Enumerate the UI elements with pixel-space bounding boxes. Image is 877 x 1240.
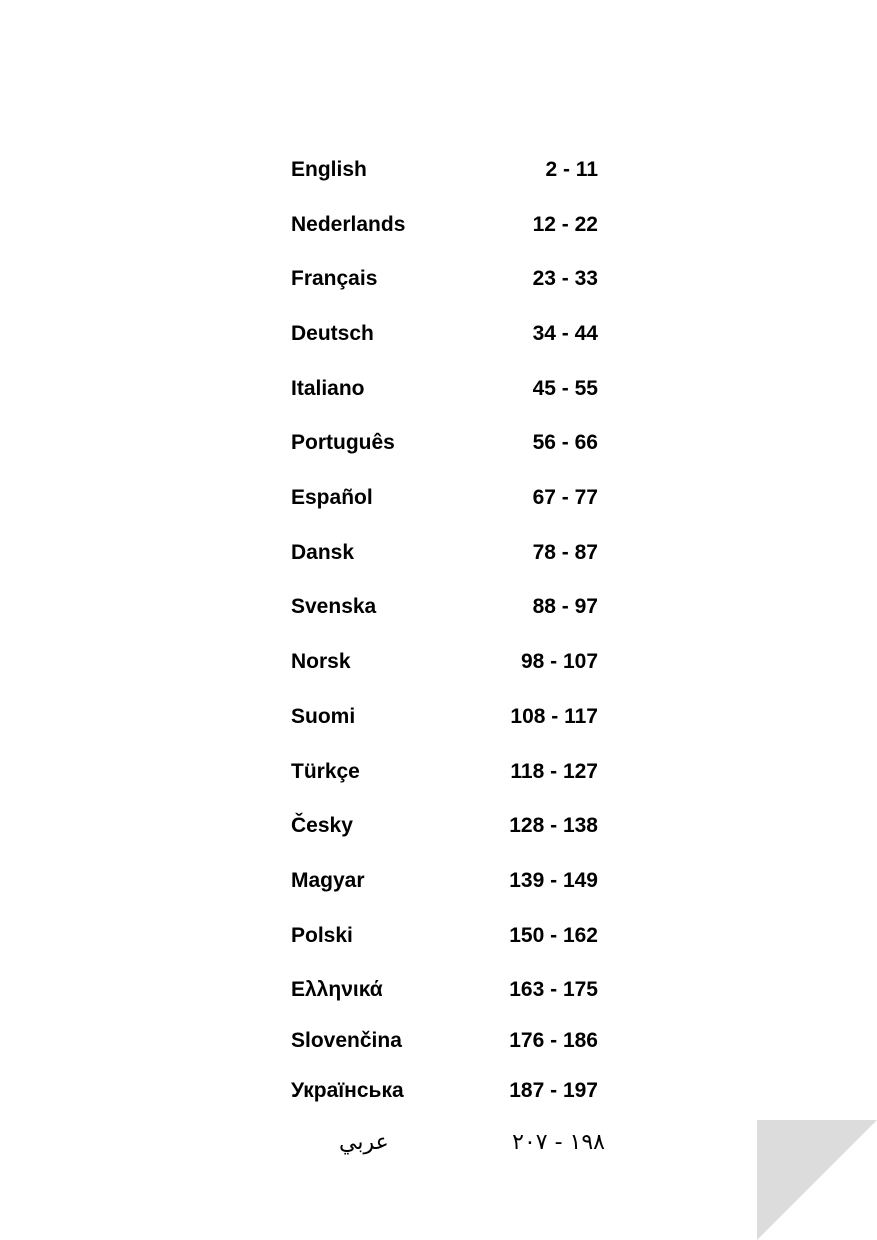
toc-entry-cesky bbox=[291, 811, 601, 841]
toc-language: Česky bbox=[291, 814, 353, 837]
toc-page-range: 98 - 107 bbox=[520, 650, 598, 673]
toc-page-range: 88 - 97 bbox=[532, 595, 598, 618]
toc-entry-arabic bbox=[291, 1128, 605, 1158]
toc-entry-ukrainska bbox=[291, 1076, 601, 1106]
toc-language: Українська bbox=[291, 1079, 404, 1102]
toc-entry-magyar bbox=[291, 866, 601, 896]
toc-page-range: 108 - 117 bbox=[510, 705, 598, 728]
toc-language: Türkçe bbox=[291, 760, 360, 783]
page-corner-triangle-icon bbox=[757, 1120, 877, 1240]
toc-language: Deutsch bbox=[291, 322, 374, 345]
toc-page-range: 56 - 66 bbox=[532, 431, 598, 454]
toc-language: Norsk bbox=[291, 650, 351, 673]
toc-page-range: 2 - 11 bbox=[545, 158, 598, 181]
toc-language: English bbox=[291, 158, 367, 181]
toc-language: Español bbox=[291, 486, 373, 509]
toc-entry-portugues bbox=[291, 428, 601, 458]
toc-entry-polski bbox=[291, 921, 601, 951]
toc-language: Slovenčina bbox=[291, 1029, 402, 1052]
toc-language: Polski bbox=[291, 924, 353, 947]
toc-entry-deutsch bbox=[291, 319, 601, 349]
toc-entry-dansk bbox=[291, 538, 601, 568]
toc-page-range: 139 - 149 bbox=[509, 869, 598, 892]
toc-language: Svenska bbox=[291, 595, 377, 618]
toc-page-range: 163 - 175 bbox=[509, 978, 598, 1001]
toc-page-range: 45 - 55 bbox=[532, 377, 598, 400]
toc-language: Français bbox=[291, 267, 378, 290]
toc-language: Ελληνικά bbox=[291, 978, 383, 1001]
toc-language: Italiano bbox=[291, 377, 365, 400]
toc-language: Suomi bbox=[291, 705, 356, 728]
toc-language: Dansk bbox=[291, 541, 355, 564]
toc-entry-norsk bbox=[291, 647, 601, 677]
toc-entry-turkce bbox=[291, 757, 601, 787]
toc-page-range: 176 - 186 bbox=[509, 1029, 598, 1052]
toc-entry-svenska bbox=[291, 592, 601, 622]
toc-page-range: 128 - 138 bbox=[509, 814, 598, 837]
toc-entry-italiano bbox=[291, 374, 601, 404]
toc-page-range: 12 - 22 bbox=[532, 213, 598, 236]
toc-page-range: 118 - 127 bbox=[510, 760, 598, 783]
toc-entry-slovencina bbox=[291, 1026, 601, 1056]
toc-entry-francais bbox=[291, 264, 601, 294]
toc-page-range: 150 - 162 bbox=[509, 924, 598, 947]
toc-page-range: 67 - 77 bbox=[532, 486, 598, 509]
toc-page-range: 23 - 33 bbox=[532, 267, 598, 290]
toc-entry-espanol bbox=[291, 483, 601, 513]
toc-entry-ellinika bbox=[291, 975, 601, 1005]
toc-language: عربي bbox=[339, 1130, 389, 1155]
toc-entry-suomi bbox=[291, 702, 601, 732]
toc-entry-nederlands bbox=[291, 210, 601, 240]
toc-language: Nederlands bbox=[291, 213, 406, 236]
toc-page-range: 78 - 87 bbox=[532, 541, 598, 564]
toc-language: Magyar bbox=[291, 869, 365, 892]
toc-language: Português bbox=[291, 431, 395, 454]
toc-entry-english bbox=[291, 155, 601, 185]
toc-page-range: ١٩٨ - ٢٠٧ bbox=[512, 1130, 605, 1155]
toc-page-range: 34 - 44 bbox=[532, 322, 598, 345]
toc-page-range: 187 - 197 bbox=[509, 1079, 598, 1102]
